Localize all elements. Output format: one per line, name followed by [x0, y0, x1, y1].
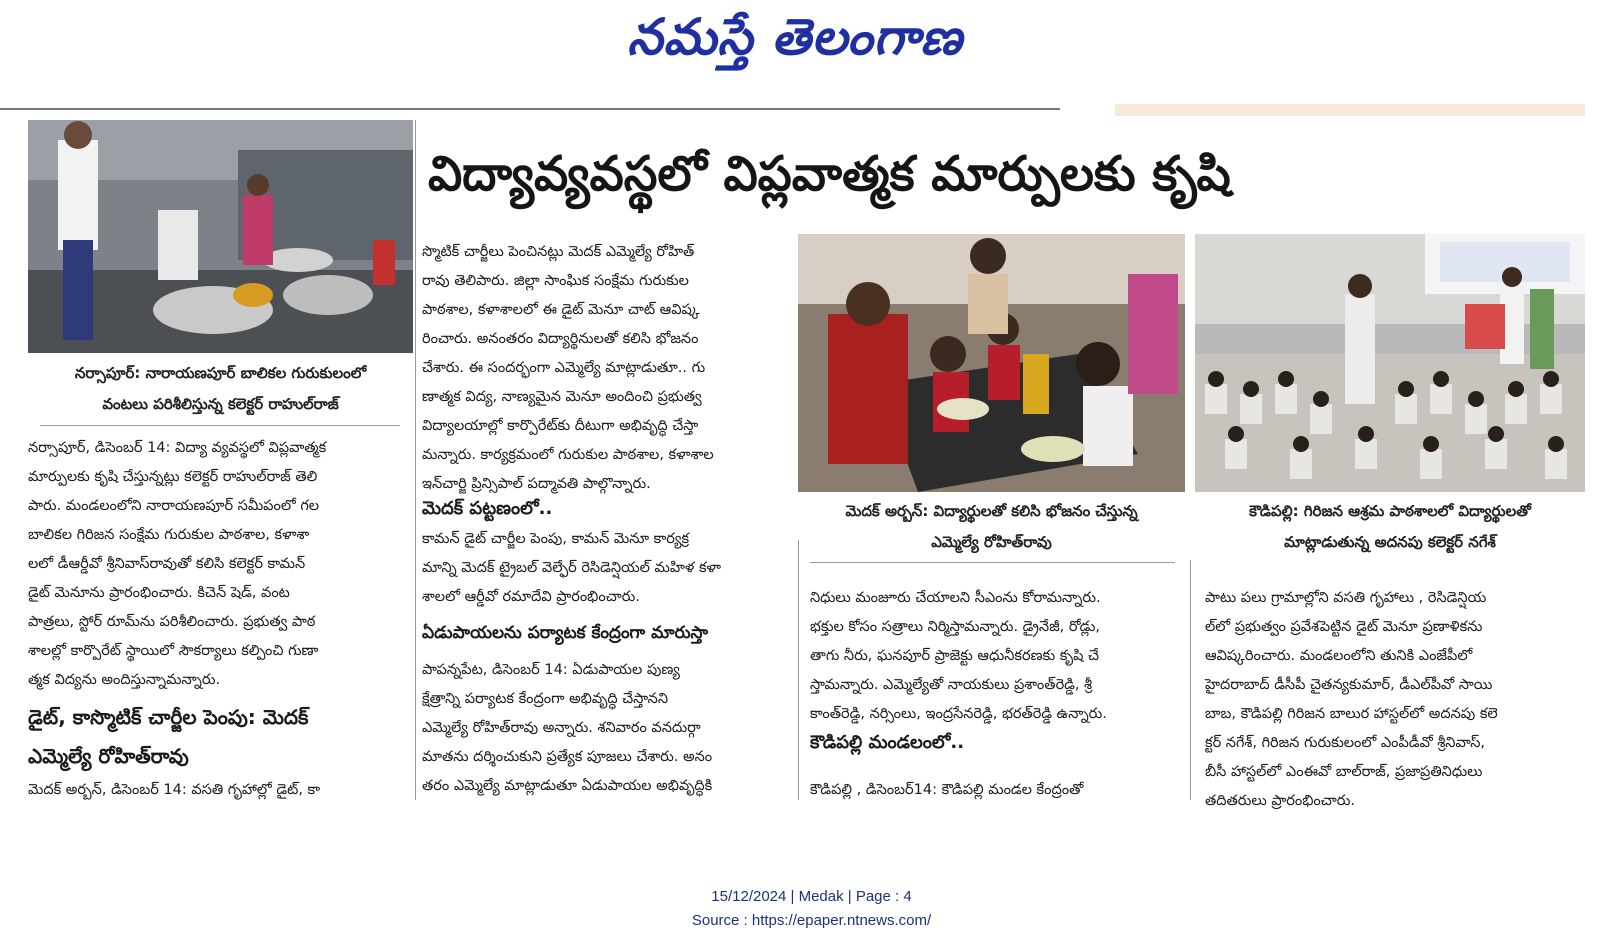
col3-line: కాంత్‌రెడ్డి, నర్సింలు, ఇంద్రసేనరెడ్డి, భరత్‌రెడ్డి ఉన్నారు. [810, 706, 1107, 722]
masthead-rule [0, 108, 1060, 110]
col1-line: బాలికల గిరిజన సంక్షేమ గురుకుల పాఠశాల, కళాశా [28, 527, 310, 543]
masthead-right-band [1115, 104, 1585, 116]
col4-line: హైదరాబాద్ డీసీపీ చైతన్యకుమార్, డీఎల్‌పీవో సాయి [1205, 677, 1493, 693]
col2-medak-line: మాన్ని మెదక్ ట్రైబల్ వెల్ఫేర్ రెసిడెన్షియల్ మహిళ కళా [422, 560, 722, 576]
col2-edu-line: పాపన్నపేట, డిసెంబర్ 14: ఏడుపాయల పుణ్య [422, 662, 680, 678]
footer-date-edition: 15/12/2024 | Medak | Page : 4 [711, 888, 912, 905]
col3-line: తాగు నీరు, ఘనపూర్ ప్రాజెక్టు ఆధునీకరణకు కృషి చే [810, 648, 1100, 664]
dining-caption [798, 496, 1185, 558]
column-rule-1 [415, 120, 416, 800]
col1-line: మార్పులకు కృషి చేస్తున్నట్లు కలెక్టర్ రాహుల్‌రాజ్ తెలి [28, 469, 318, 485]
col4-line: ఆవిష్కరించారు. మండలంలోని తునికి ఎంజేపీలో [1205, 648, 1473, 664]
col2-subhead-edupayala: ఏడుపాయలను పర్యాటక కేంద్రంగా మారుస్తా [422, 623, 709, 643]
kitchen-caption-line-2: వంటలు పరిశీలిస్తున్న కలెక్టర్ రాహుల్‌రాజ్ [102, 395, 339, 413]
col1-line: లలో డీఆర్డీవో శ్రీనివాస్‌రావుతో కలిసి కలెక్టర్ కామన్ [28, 556, 306, 572]
col2-edu-line: క్షేత్రాన్ని పర్యాటక కేంద్రంగా అభివృద్ధి చేస్తానని [422, 691, 669, 707]
masthead-logo: నమస్తే తెలంగాణ [627, 8, 963, 66]
col2-medak-line: శాలలో ఆర్డీవో రమాదేవి ప్రారంభించారు. [422, 589, 640, 605]
col3-line: భక్తుల కోసం సత్రాలు నిర్మిస్తామన్నారు. డ్రైనేజీ, రోడ్లు, [810, 619, 1100, 635]
col4-line: బాబ, కౌడిపల్లి గిరిజన బాలుర హాస్టల్‌లో అదనపు కలె [1205, 706, 1498, 722]
col4-line: బీసీ హాస్టల్‌లో ఎంఈవో బాల్‌రాజ్, ప్రజాప్రతినిధులు [1205, 764, 1483, 780]
col1-subhead-line-1: డైట్, కాస్మొటిక్ చార్జీల పెంపు: మెదక్ [28, 705, 309, 729]
col1-line: పారు. మండలంలోని నారాయణపూర్ సమీపంలో గల [28, 498, 320, 514]
caption-divider [40, 425, 400, 426]
col2-medak-line: కామన్ డైట్ చార్జీల పెంపు, కామన్ మెనూ కార్యక్ర [422, 531, 690, 547]
col2-line: స్మొటిక్ చార్జీలు పెంచినట్లు మెదక్ ఎమ్మెల్యే రోహిత్ [422, 244, 695, 260]
column-rule-3 [1190, 560, 1191, 800]
column-4 [1205, 584, 1580, 816]
col2-subhead-medak: మెదక్ పట్టణంలో.. [422, 498, 553, 519]
kitchen-caption-line-1: నర్సాపూర్: నారాయణపూర్ బాలికల గురుకులంలో [74, 364, 367, 382]
assembly-caption-line-1: కౌడిపల్లి: గిరిజన ఆశ్రమ పాఠశాలలో విద్యార్థులతో [1249, 502, 1531, 520]
dining-caption-line-2: ఎమ్మెల్యే రోహిత్‌రావు [931, 533, 1052, 551]
col2-line: మన్నారు. కార్యక్రమంలో గురుకుల పాఠశాల, కళాశాల [422, 447, 714, 463]
col1-subhead-line-2: ఎమ్మెల్యే రోహిత్‌రావు [28, 744, 189, 768]
col2-edupayala-paragraph [422, 656, 792, 801]
kitchen-caption [28, 358, 413, 420]
assembly-caption [1195, 496, 1585, 558]
col2-edu-line: తరం ఎమ్మెల్యే మాట్లాడుతూ ఏడుపాయల అభివృద్ధికి [422, 778, 713, 794]
kitchen-photo [28, 120, 413, 353]
col1-line: నర్సాపూర్, డిసెంబర్ 14: విద్యా వ్యవస్థలో విప్లవాత్మక [28, 440, 327, 456]
col1-line: శాలల్లో కార్పొరేట్ స్థాయిలో సౌకర్యాలు కల్పించి గుణా [28, 643, 319, 659]
col1-line: త్మక విద్యను అందిస్తున్నామన్నారు. [28, 672, 221, 688]
col2-line: ఇన్‌చార్జి ప్రిన్సిపాల్ పద్మావతి పాల్గొన్నారు. [422, 476, 651, 492]
col2-line: ణాత్మక విద్య, నాణ్యమైన మెనూ అందించి ప్రభుత్వ [422, 389, 702, 405]
footer-source-link[interactable]: Source : https://epaper.ntnews.com/ [691, 912, 932, 929]
col1-subhead [28, 698, 413, 776]
col3-line: స్తామన్నారు. ఎమ్మెల్యేతో నాయకులు ప్రశాంత్‌రెడ్డి, శ్రీ [810, 677, 1093, 693]
col2-line: చేశారు. ఈ సందర్భంగా ఎమ్మెల్యే మాట్లాడుతూ.. గు [422, 360, 706, 376]
dining-photo [798, 234, 1185, 492]
assembly-caption-line-2: మాట్లాడుతున్న అదనపు కలెక్టర్ నగేశ్ [1284, 533, 1496, 551]
column-3 [810, 584, 1180, 729]
col2-line: పాఠశాల, కళాశాలలో ఈ డైట్ మెనూ చాట్ ఆవిష్క [422, 302, 700, 318]
col3-tail: కౌడిపల్లి , డిసెంబర్14: కౌడిపల్లి మండల కేంద్రంతో [810, 782, 1084, 798]
col2-edu-line: ఎమ్మెల్యే రోహిత్‌రావు అన్నారు. శనివారం వనదుర్గా [422, 720, 701, 736]
assembly-photo [1195, 234, 1585, 492]
col4-line: పాటు పలు గ్రామాల్లోని వసతి గృహాలు , రెసిడెన్షియ [1205, 590, 1487, 606]
col4-line: తదితరులు ప్రారంభించారు. [1205, 793, 1355, 809]
col1-line: డైట్ మెనూను ప్రారంభించారు. కిచెన్ షెడ్, వంట [28, 585, 290, 601]
dining-caption-line-1: మెదక్ అర్బన్: విద్యార్థులతో కలిసి భోజనం చేస్తున్న [845, 502, 1138, 520]
headline: విద్యావ్యవస్థలో విప్లవాత్మక మార్పులకు కృషి [428, 146, 1231, 202]
col1-line: పాత్రలు, స్టోర్ రూమ్‌ను పరిశీలించారు. ప్రభుత్వ పాఠ [28, 614, 316, 630]
col3-subhead: కౌడిపల్లి మండలంలో.. [810, 732, 965, 753]
col3-line: నిధులు మంజూరు చేయాలని సీఎంను కోరామన్నారు. [810, 590, 1101, 606]
col2-line: విద్యాలయాల్లో కార్పొరేట్‌కు దీటుగా అభివృద్ధి చేస్తా [422, 418, 699, 434]
page-footer [0, 885, 1623, 933]
col2-line: రించారు. అనంతరం విద్యార్థినులతో కలిసి భోజనం [422, 331, 699, 347]
column-2 [422, 238, 792, 499]
dining-caption-divider [810, 562, 1175, 563]
col2-line: రావు తెలిపారు. జిల్లా సాంఘిక సంక్షేమ గురుకుల [422, 273, 689, 289]
column-rule-2 [798, 540, 799, 800]
col2-medak-paragraph [422, 525, 792, 612]
col4-line: క్టర్ నగేశ్, గిరిజన గురుకులంలో ఎంపీడీవో శ్రీనివాస్, [1205, 735, 1486, 751]
masthead [0, 0, 1623, 100]
col1-tail: మెదక్ అర్బన్, డిసెంబర్ 14: వసతి గృహాల్లో డైట్, కా [28, 782, 321, 798]
col2-edu-line: మాతను దర్శించుకుని ప్రత్యేక పూజలు చేశారు. అనం [422, 749, 713, 765]
col4-line: ల్‌లో ప్రభుత్వం ప్రవేశపెట్టిన డైట్ మెనూ ప్రణాళికను [1205, 619, 1483, 635]
column-1 [28, 434, 398, 695]
